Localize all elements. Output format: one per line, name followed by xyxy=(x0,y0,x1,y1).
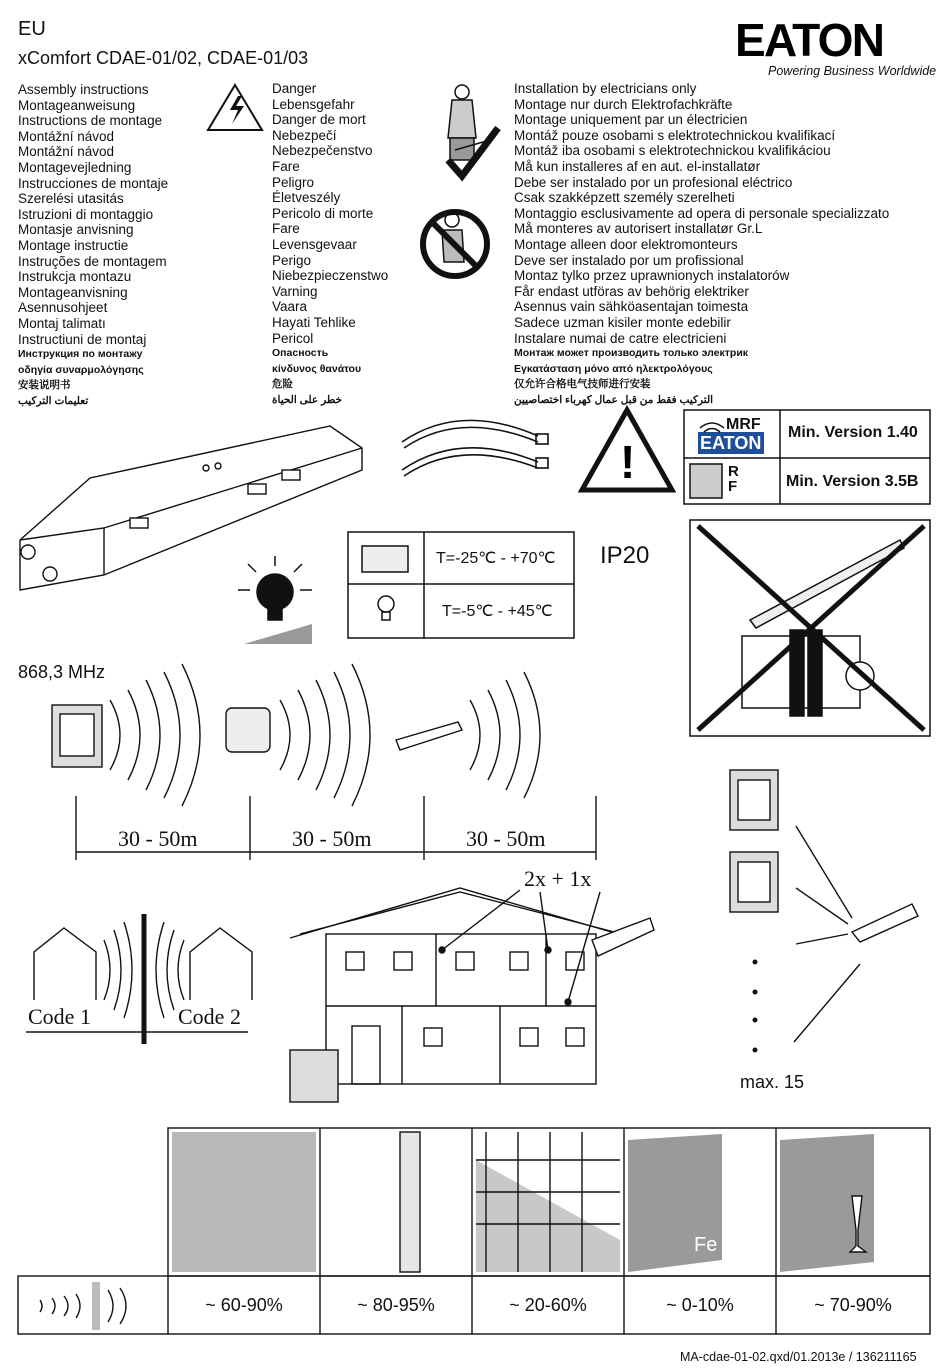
electrician-col-line: Sadece uzman kisiler monte edebilir xyxy=(514,314,731,330)
rf-label-f: F xyxy=(728,478,738,495)
electrician-col-line: Montáž pouze osobami s elektrotechnickou kvalifikací xyxy=(514,127,836,143)
dimmable-bulb-icon xyxy=(238,556,312,644)
instructions-col-line: Montaj talimatı xyxy=(18,315,106,331)
instructions-col-line: Instrucciones de montaje xyxy=(18,175,169,191)
house-actuator-label: 2x + 1x xyxy=(524,866,592,891)
electrician-col-line: 仅允许合格电气技师进行安装 xyxy=(514,378,651,391)
danger-col-line: Опасность xyxy=(272,347,329,360)
multi-switch-diagram xyxy=(730,770,918,1052)
max-devices-label: max. 15 xyxy=(740,1072,805,1092)
danger-col-line: Peligro xyxy=(272,174,315,190)
electrician-col-line: Instalare numai de catre electricieni xyxy=(514,330,727,346)
electrician-col-line: Montage uniquement par un électricien xyxy=(514,112,748,128)
rf-label-r: R xyxy=(728,463,739,480)
code-2-label: Code 2 xyxy=(178,1004,241,1029)
instructions-col-line: Инструкция по монтажу xyxy=(18,348,143,361)
danger-col-line: Niebezpieczenstwo xyxy=(272,268,389,284)
instructions-col-line: Montage instructie xyxy=(18,237,129,253)
danger-col-line: Vaara xyxy=(272,299,308,315)
danger-col-line: Nebezpečí xyxy=(272,127,337,143)
electrician-col-line: Installation by electricians only xyxy=(514,81,697,96)
danger-col-line: خطر على الحياة xyxy=(272,393,342,406)
instructions-col-line: Montagevejledning xyxy=(18,159,132,175)
region-label: EU xyxy=(18,18,46,40)
instructions-col-line: 安装说明书 xyxy=(18,379,71,392)
instructions-col-line: Instructions de montage xyxy=(18,113,163,129)
frequency-label: 868,3 MHz xyxy=(18,662,106,682)
electrician-col-line: Montaz tylko przez uprawnionych instalatorów xyxy=(514,268,790,284)
instructions-col-line: تعليمات التركيب xyxy=(18,394,89,407)
instructions-col-line: Montasje anvisning xyxy=(18,222,134,238)
no-diy-icon xyxy=(423,212,487,276)
brand-slogan: Powering Business Worldwide xyxy=(768,64,937,78)
ip-rating: IP20 xyxy=(600,542,650,569)
range-label-3: 30 - 50m xyxy=(466,826,546,851)
danger-col-line: Életveszély xyxy=(272,190,341,206)
electrician-col-line: Asennus vain sähköasentajan toimesta xyxy=(514,299,749,315)
caution-icon xyxy=(582,410,672,490)
danger-col-line: Nebezpečenstvo xyxy=(272,143,373,159)
no-fluorescent-lamp-icon xyxy=(690,520,930,736)
model-title: xComfort CDAE-01/02, CDAE-01/03 xyxy=(18,48,309,68)
material-value-glass: ~ 70-90% xyxy=(814,1294,892,1315)
house-diagram xyxy=(290,888,654,1102)
electrician-col-line: Montage alleen door elektromonteurs xyxy=(514,236,738,252)
instructions-col-line: Istruzioni di montaggio xyxy=(18,206,154,222)
instructions-col-line: Instruções de montagem xyxy=(18,253,167,269)
mrf-brand: EATON xyxy=(700,433,762,453)
electrician-col-line: Deve ser instalado por um profissional xyxy=(514,252,744,268)
electrician-col-line: Debe ser instalado por un profesional eléctrico xyxy=(514,174,793,190)
electrician-col-line: التركيب فقط من قبل عمال كهرباء اختصاصيين xyxy=(514,393,714,406)
danger-col-line: Perigo xyxy=(272,252,312,268)
cable-ties-illustration xyxy=(402,420,548,476)
electrician-col-line: Montáž iba osobami s elektrotechnickou kvalifikáciou xyxy=(514,143,831,159)
rf-version: Min. Version 3.5B xyxy=(786,473,919,490)
document-footer: MA-cdae-01-02.qxd/01.2013e / 136211165 xyxy=(680,1350,917,1364)
instructions-col-line: Instrukcja montazu xyxy=(18,269,132,285)
instructions-col-line: Assembly instructions xyxy=(18,82,149,97)
range-label-2: 30 - 50m xyxy=(292,826,372,851)
danger-col-line: Pericolo di morte xyxy=(272,205,374,221)
instructions-col-line: Montážní návod xyxy=(18,128,115,144)
operating-temperature: T=-5℃ - +45℃ xyxy=(442,603,553,620)
danger-col-line: Pericol xyxy=(272,330,314,346)
iron-symbol: Fe xyxy=(694,1234,718,1256)
storage-temperature: T=-25℃ - +70℃ xyxy=(436,550,556,567)
danger-col-line: 危险 xyxy=(272,378,293,391)
danger-col-line: Varning xyxy=(272,283,318,299)
danger-col-line: κίνδυνος θανάτου xyxy=(272,362,362,375)
danger-col-line: Fare xyxy=(272,158,300,174)
instructions-col-line: οδηγία συναρμολόγησης xyxy=(18,363,144,376)
danger-col-line: Danger de mort xyxy=(272,112,366,128)
mrf-version: Min. Version 1.40 xyxy=(788,424,918,441)
electrician-col-line: Må monteres av autorisert installatør Gr.L xyxy=(514,221,763,237)
instructions-col-line: Montageanweisung xyxy=(18,97,136,113)
electrician-col-line: Montaggio esclusivamente ad opera di personale specializzato xyxy=(514,205,890,221)
material-value-wood: ~ 80-95% xyxy=(357,1294,435,1315)
electrician-col-line: Csak szakképzett személy szerelheti xyxy=(514,190,735,206)
svg-text:!: ! xyxy=(620,436,636,488)
instructions-col-line: Szerelési utasitás xyxy=(18,191,124,207)
svg-text:EATON: EATON xyxy=(735,16,883,60)
material-value-metal: ~ 0-10% xyxy=(666,1294,734,1315)
danger-col-line: Lebensgefahr xyxy=(272,96,355,112)
instructions-col-line: Asennusohjeet xyxy=(18,300,108,316)
cdae-module-illustration xyxy=(20,426,362,590)
material-value-concrete: ~ 20-60% xyxy=(509,1294,587,1315)
code-1-label: Code 1 xyxy=(28,1004,91,1029)
electrician-col-line: Монтаж может производить только электрик xyxy=(514,347,749,360)
electrician-col-line: Εγκατάσταση μόνο από ηλεκτρολόγους xyxy=(514,362,713,375)
range-label-1: 30 - 50m xyxy=(118,826,198,851)
instructions-col-line: Montážní návod xyxy=(18,144,115,160)
mrf-label: MRF xyxy=(726,416,761,433)
electrician-col-line: Montage nur durch Elektrofachkräfte xyxy=(514,96,733,112)
instructions-col-line: Montageanvisning xyxy=(18,284,128,300)
danger-col-line: Levensgevaar xyxy=(272,236,357,252)
electrician-col-line: Får endast utföras av behörig elektriker xyxy=(514,283,749,299)
material-value-brick: ~ 60-90% xyxy=(205,1294,283,1315)
instructions-col-line: Instructiuni de montaj xyxy=(18,331,147,347)
electrician-col-line: Må kun installeres af en aut. el-installatør xyxy=(514,158,761,174)
danger-col-line: Danger xyxy=(272,81,317,96)
high-voltage-icon xyxy=(208,85,262,130)
danger-col-line: Fare xyxy=(272,221,300,237)
danger-col-line: Hayati Tehlike xyxy=(272,314,356,330)
